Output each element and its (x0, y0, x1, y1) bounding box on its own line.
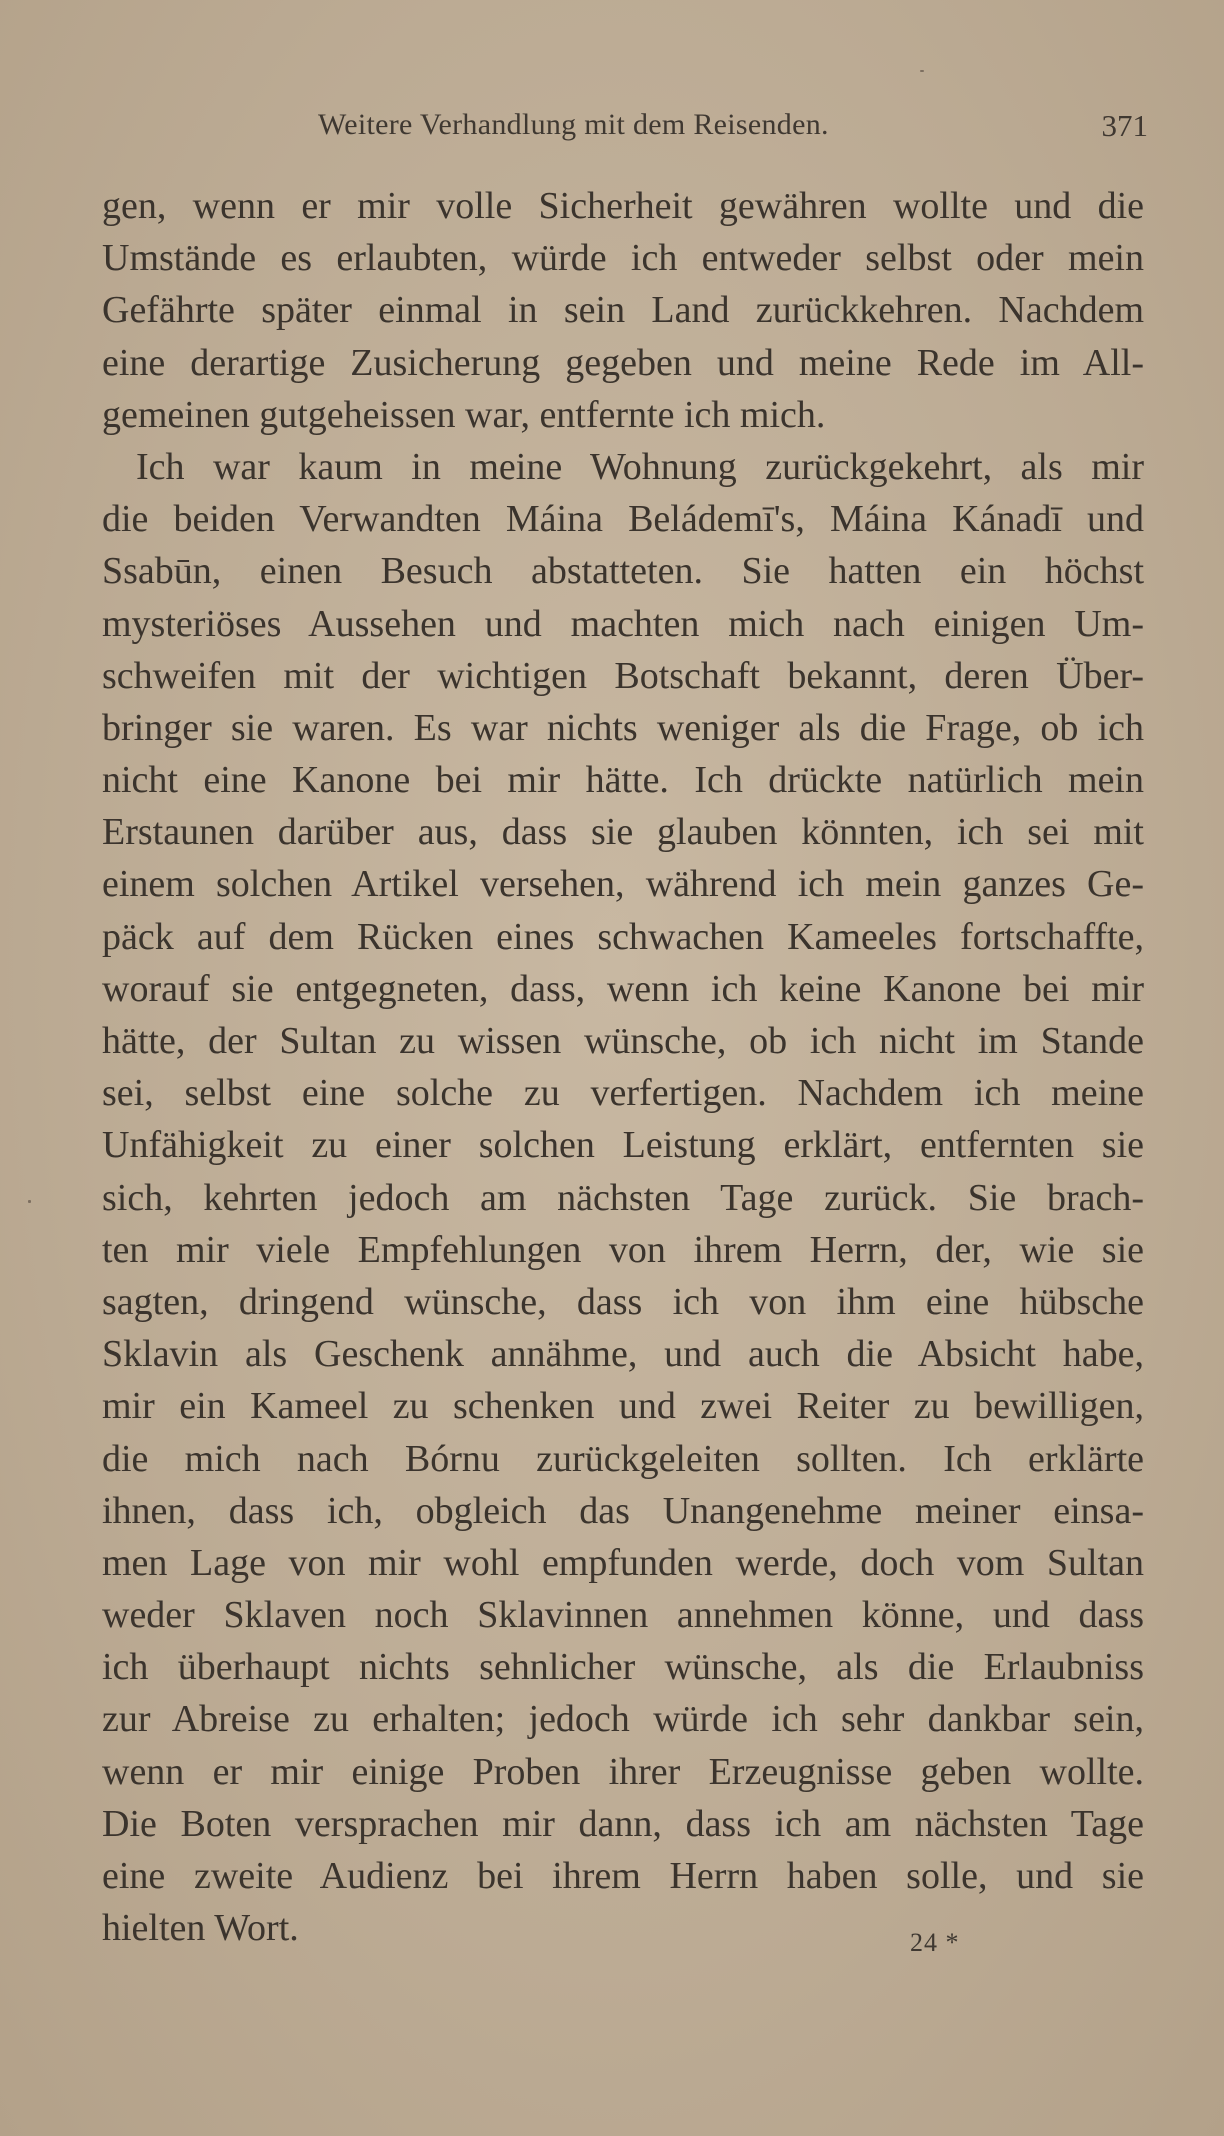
signature-mark: 24 * (910, 1928, 960, 1957)
text-line: ten mir viele Empfehlungen von ihrem Herrn, der, wie sie (102, 1228, 1144, 1271)
paper-speck (920, 70, 924, 72)
text-line: Ssabūn, einen Besuch abstatteten. Sie hatten ein höchst (102, 550, 1144, 593)
text-line: ihnen, dass ich, obgleich das Unangenehme meiner einsa- (102, 1489, 1144, 1532)
running-title: Weitere Verhandlung mit dem Reisenden. (318, 108, 829, 141)
paper-speck (28, 1200, 31, 1203)
text-line: mysteriöses Aussehen und machten mich nach einigen Um- (102, 602, 1144, 645)
text-line: sei, selbst eine solche zu verfertigen. Nachdem ich meine (102, 1072, 1144, 1115)
text-line: Gefährte später einmal in sein Land zurückkehren. Nachdem (102, 289, 1144, 332)
text-line: schweifen mit der wichtigen Botschaft bekannt, deren Über- (102, 654, 1144, 697)
text-line: sich, kehrten jedoch am nächsten Tage zurück. Sie brach- (102, 1176, 1144, 1219)
text-line: men Lage von mir wohl empfunden werde, doch vom Sultan (102, 1541, 1144, 1584)
page-number: 371 (1101, 108, 1148, 143)
text-line: nicht eine Kanone bei mir hätte. Ich drückte natürlich mein (102, 759, 1144, 802)
text-line: hätte, der Sultan zu wissen wünsche, ob ich nicht im Stande (102, 1020, 1144, 1062)
text-line: wenn er mir einige Proben ihrer Erzeugnisse geben wollte. (102, 1750, 1144, 1793)
text-line: Sklavin als Geschenk annähme, und auch die Absicht habe, (102, 1333, 1144, 1376)
text-line: die beiden Verwandten Máina Beládemī's, Máina Kánadī und (102, 498, 1144, 541)
text-line: Die Boten versprachen mir dann, dass ich am nächsten Tage (102, 1802, 1144, 1845)
text-line: Unfähigkeit zu einer solchen Leistung erklärt, entfernten sie (102, 1124, 1144, 1167)
text-line: die mich nach Bórnu zurückgeleiten sollten. Ich erklärte (102, 1437, 1144, 1480)
text-line: päck auf dem Rücken eines schwachen Kameeles fortschaffte, (102, 915, 1144, 958)
text-line: weder Sklaven noch Sklavinnen annehmen könne, und dass (102, 1594, 1144, 1637)
text-line: hielten Wort. (102, 1907, 299, 1950)
text-line: gemeinen gutgeheissen war, entfernte ich mich. (102, 393, 826, 436)
text-line: zur Abreise zu erhalten; jedoch würde ich sehr dankbar sein, (102, 1698, 1144, 1741)
text-line: gen, wenn er mir volle Sicherheit gewähren wollte und die (102, 185, 1144, 227)
text-line: sagten, dringend wünsche, dass ich von ihm eine hübsche (102, 1280, 1144, 1323)
text-line: worauf sie entgegneten, dass, wenn ich keine Kanone bei mir (102, 967, 1144, 1010)
body-text (102, 180, 1144, 1954)
text-line: einem solchen Artikel versehen, während ich mein ganzes Ge- (102, 863, 1144, 906)
text-line: eine derartige Zusicherung gegeben und meine Rede im All- (102, 341, 1144, 384)
text-line: Ich war kaum in meine Wohnung zurückgekehrt, als mir (136, 445, 1144, 488)
page-header (318, 108, 1148, 148)
text-line: mir ein Kameel zu schenken und zwei Reiter zu bewilligen, (102, 1385, 1144, 1428)
text-line: ich überhaupt nichts sehnlicher wünsche, als die Erlaubniss (102, 1646, 1144, 1689)
text-line: bringer sie waren. Es war nichts weniger als die Frage, ob ich (102, 706, 1144, 749)
text-line: eine zweite Audienz bei ihrem Herrn haben solle, und sie (102, 1855, 1144, 1897)
text-line: Erstaunen darüber aus, dass sie glauben könnten, ich sei mit (102, 811, 1144, 854)
text-line: Umstände es erlaubten, würde ich entweder selbst oder mein (102, 237, 1144, 280)
